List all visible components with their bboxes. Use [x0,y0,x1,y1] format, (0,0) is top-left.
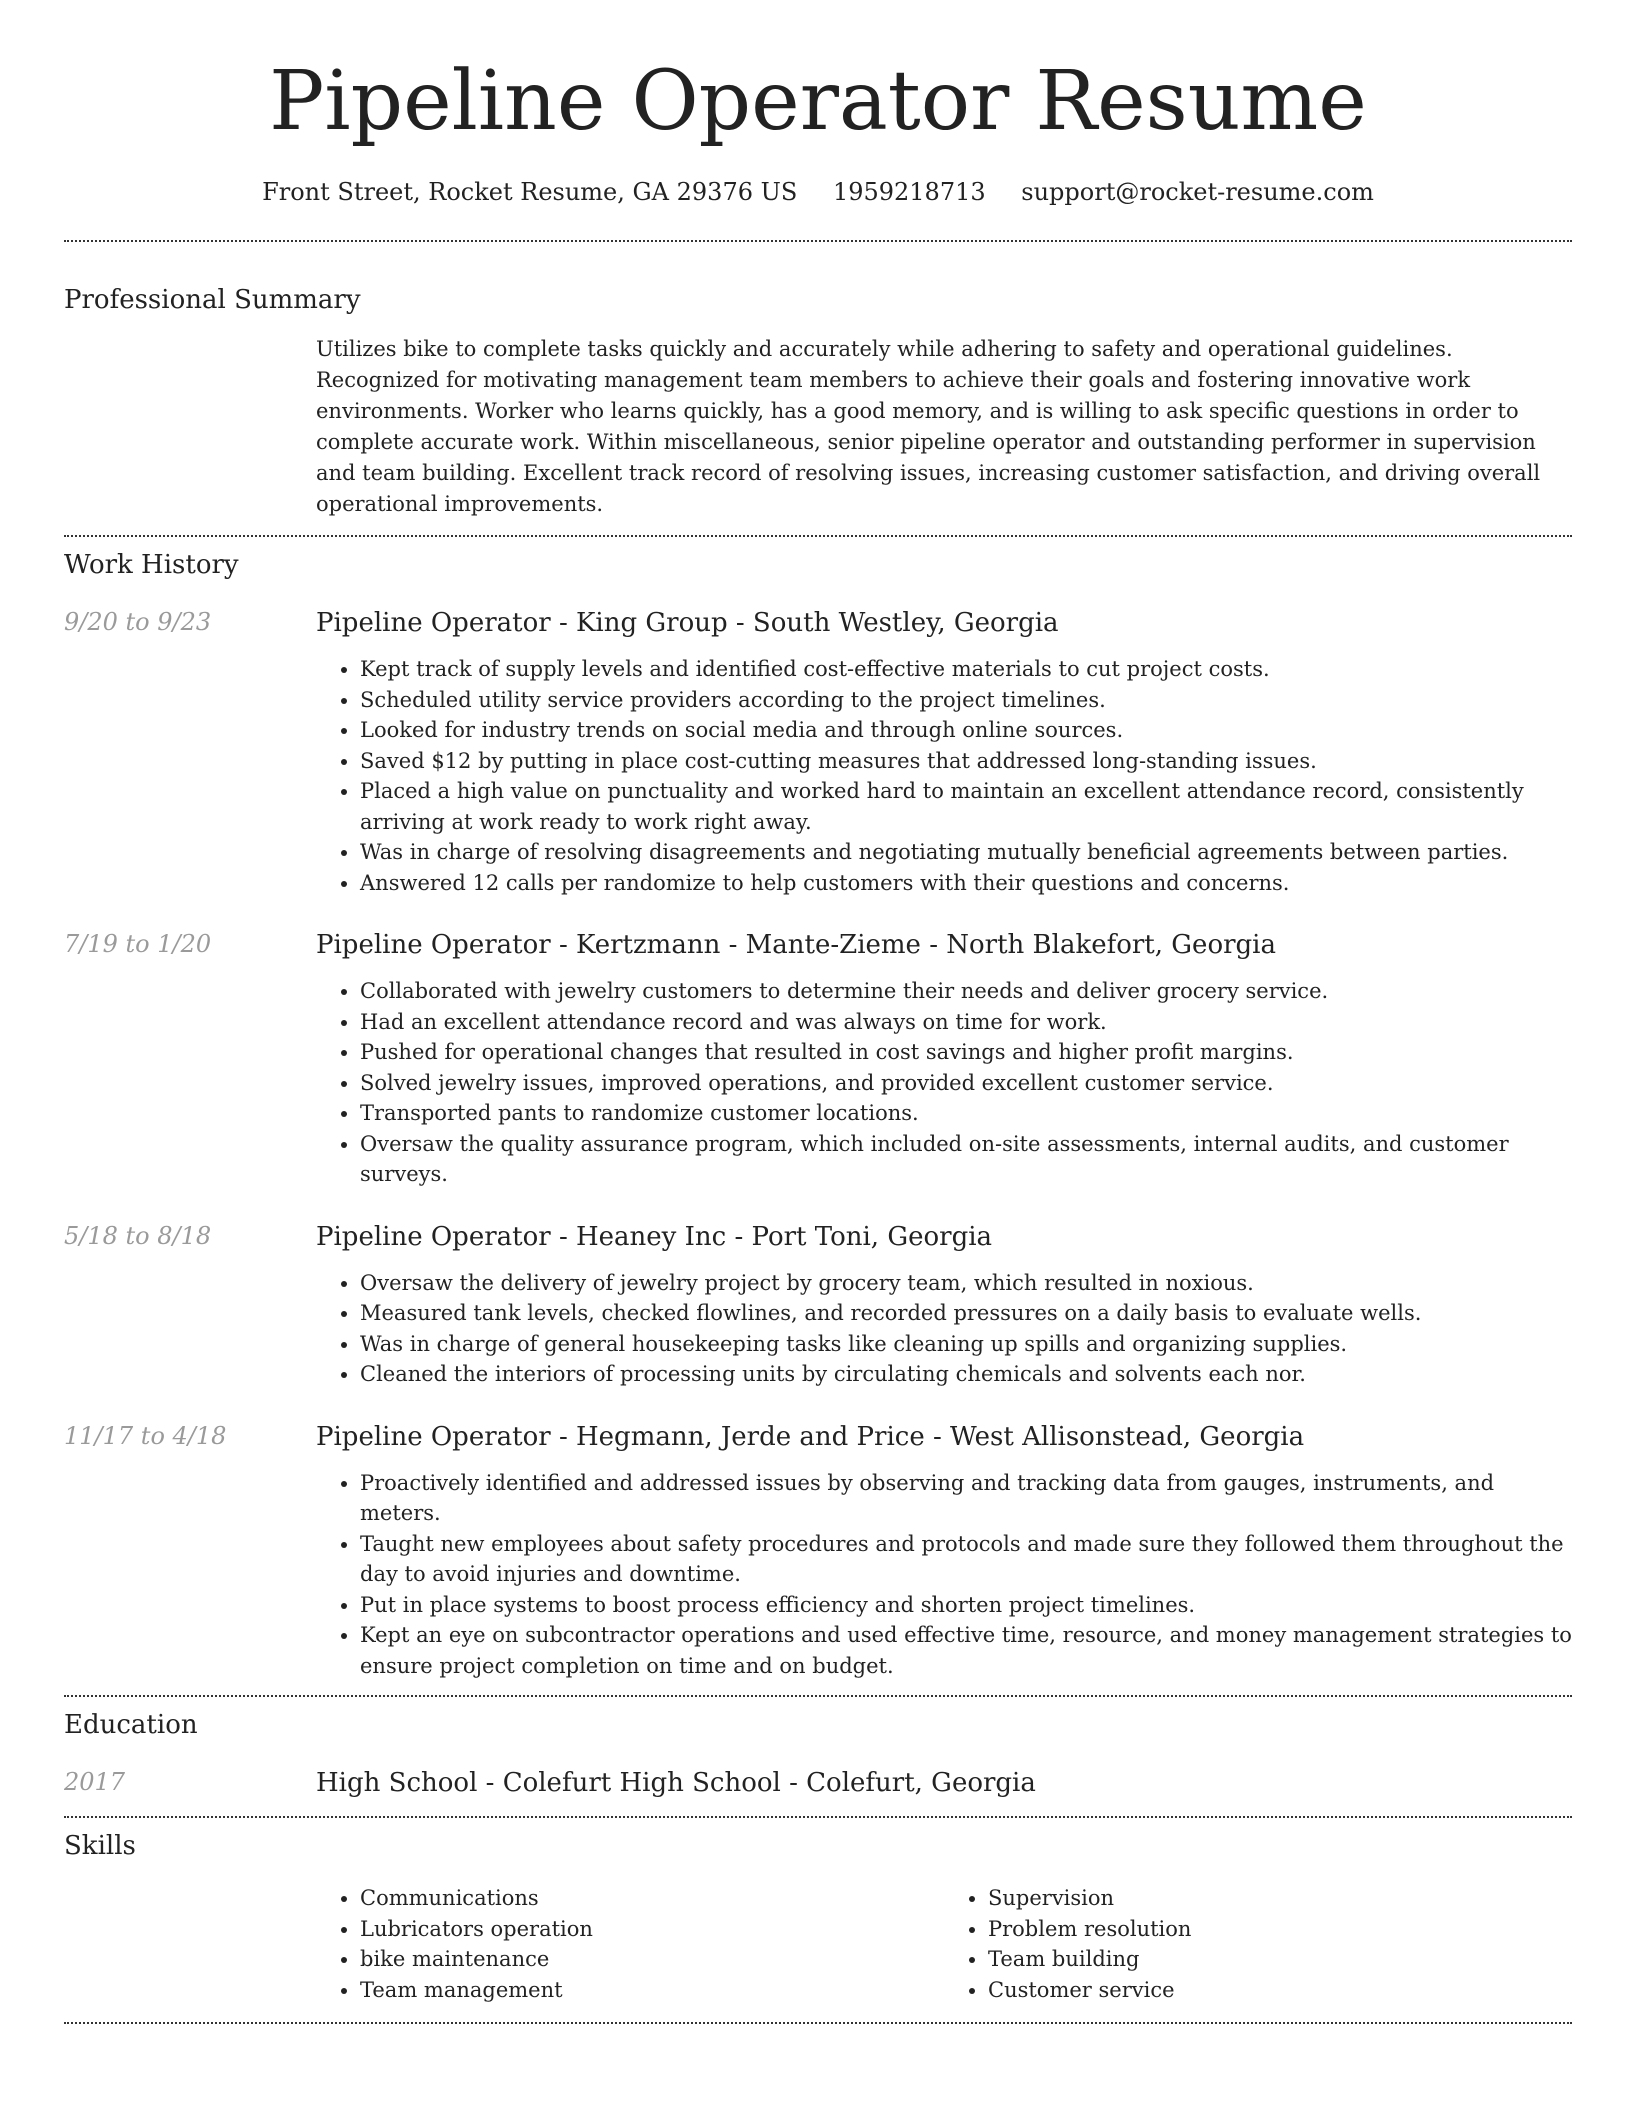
list-item: • Oversaw the delivery of jewelry project by grocery team, which resulted in noxious. [360,1268,1572,1299]
skills-columns [316,1883,1572,2005]
list-item: • Supervision [988,1883,1572,1914]
job-content [316,1220,1572,1390]
education-entry [64,1766,1572,1800]
list-item: • Team management [360,1975,944,2006]
education-section [64,1697,1572,1800]
summary-section [64,242,1572,520]
list-item: • Placed a high value on punctuality and worked hard to maintain an excellent attendance record, consistently arriving at work ready to work right away. [360,776,1572,837]
job-bullets [316,1468,1572,1682]
job-dates: 5/18 to 8/18 [64,1221,212,1250]
list-item: • Looked for industry trends on social media and through online sources. [360,715,1572,746]
summary-text: Utilizes bike to complete tasks quickly and accurately while adhering to safety and operational guidelines. Recognized for motivating management team members to achieve their goals and fostering innovative work environments. Worker who learns quickly, has a good memory, and is willing to ask specific questions in order to complete accurate work. Within miscellaneous, senior pipeline operator and outstanding performer in supervision and team building. Excellent track record of resolving issues, increasing customer satisfaction, and driving overall operational improvements. [316,337,1541,516]
education-content [316,1766,1572,1800]
job-title: Pipeline Operator - King Group - South Westley, Georgia [316,608,1059,638]
education-year: 2017 [64,1768,126,1796]
list-item: • Kept track of supply levels and identified cost-effective materials to cut project costs. [360,654,1572,685]
job-bullets [316,654,1572,898]
education-title: High School - Colefurt High School - Colefurt, Georgia [316,1768,1036,1798]
skills-section [64,1818,1572,2005]
list-item: • Had an excellent attendance record and was always on time for work. [360,1007,1572,1038]
job-entry [64,1220,1572,1390]
section-title-education: Education [64,1710,198,1740]
contact-phone: 1959218713 [832,178,986,206]
job-bullets [316,976,1572,1190]
list-item: • Pushed for operational changes that resulted in cost savings and higher profit margins. [360,1037,1572,1068]
resume-title: Pipeline Operator Resume [269,54,1367,149]
skills-list-left [316,1883,944,2005]
list-item: • Kept an eye on subcontractor operations and used effective time, resource, and money management strategies to ensure project completion on time and on budget. [360,1620,1572,1681]
list-item: • Was in charge of resolving disagreements and negotiating mutually beneficial agreements between parties. [360,837,1572,868]
list-item: • Customer service [988,1975,1572,2006]
job-title: Pipeline Operator - Hegmann, Jerde and Price - West Allisonstead, Georgia [316,1421,1305,1452]
job-entry [64,928,1572,1190]
list-item: • Answered 12 calls per randomize to help customers with their questions and concerns. [360,868,1572,899]
contact-address: Front Street, Rocket Resume, GA 29376 US [262,178,798,206]
list-item: • Problem resolution [988,1914,1572,1945]
section-title-work: Work History [64,550,239,580]
list-item: • Collaborated with jewelry customers to determine their needs and deliver grocery service. [360,976,1572,1007]
list-item: • Cleaned the interiors of processing units by circulating chemicals and solvents each nor. [360,1359,1572,1390]
list-item: • Proactively identified and addressed issues by observing and tracking data from gauges, instruments, and meters. [360,1468,1572,1529]
job-content [316,928,1572,1190]
job-content [316,1420,1572,1682]
list-item: • Team building [988,1944,1572,1975]
list-item: • Scheduled utility service providers according to the project timelines. [360,685,1572,716]
list-item: • Lubricators operation [360,1914,944,1945]
job-content [316,606,1572,898]
list-item: • Saved $12 by putting in place cost-cutting measures that addressed long-standing issues. [360,746,1572,777]
list-item: • Communications [360,1883,944,1914]
work-section [64,537,1572,1681]
skills-list-right [944,1883,1572,2005]
section-title-skills: Skills [64,1831,136,1861]
list-item: • Solved jewelry issues, improved operations, and provided excellent customer service. [360,1068,1572,1099]
list-item: • Transported pants to randomize customer locations. [360,1098,1572,1129]
list-item: • Put in place systems to boost process efficiency and shorten project timelines. [360,1590,1572,1621]
resume-page [64,0,1572,2024]
list-item: • bike maintenance [360,1944,944,1975]
list-item: • Was in charge of general housekeeping tasks like cleaning up spills and organizing supplies. [360,1329,1572,1360]
job-entry [64,1420,1572,1682]
job-entry [64,606,1572,898]
job-dates: 7/19 to 1/20 [64,930,212,958]
job-bullets [316,1268,1572,1390]
section-title-summary: Professional Summary [64,285,361,315]
job-dates: 9/20 to 9/23 [64,608,212,636]
contact-line [64,176,1572,208]
divider [64,2022,1572,2024]
list-item: • Taught new employees about safety procedures and protocols and made sure they followed them throughout the day to avoid injuries and downtime. [360,1529,1572,1590]
job-title: Pipeline Operator - Kertzmann - Mante-Zieme - North Blakefort, Georgia [316,930,1276,960]
list-item: • Oversaw the quality assurance program, which included on-site assessments, internal audits, and customer surveys. [360,1129,1572,1190]
list-item: • Measured tank levels, checked flowlines, and recorded pressures on a daily basis to evaluate wells. [360,1298,1572,1329]
contact-email: support@rocket-resume.com [1021,178,1374,206]
job-title: Pipeline Operator - Heaney Inc - Port Toni, Georgia [316,1221,993,1252]
job-dates: 11/17 to 4/18 [64,1421,227,1450]
